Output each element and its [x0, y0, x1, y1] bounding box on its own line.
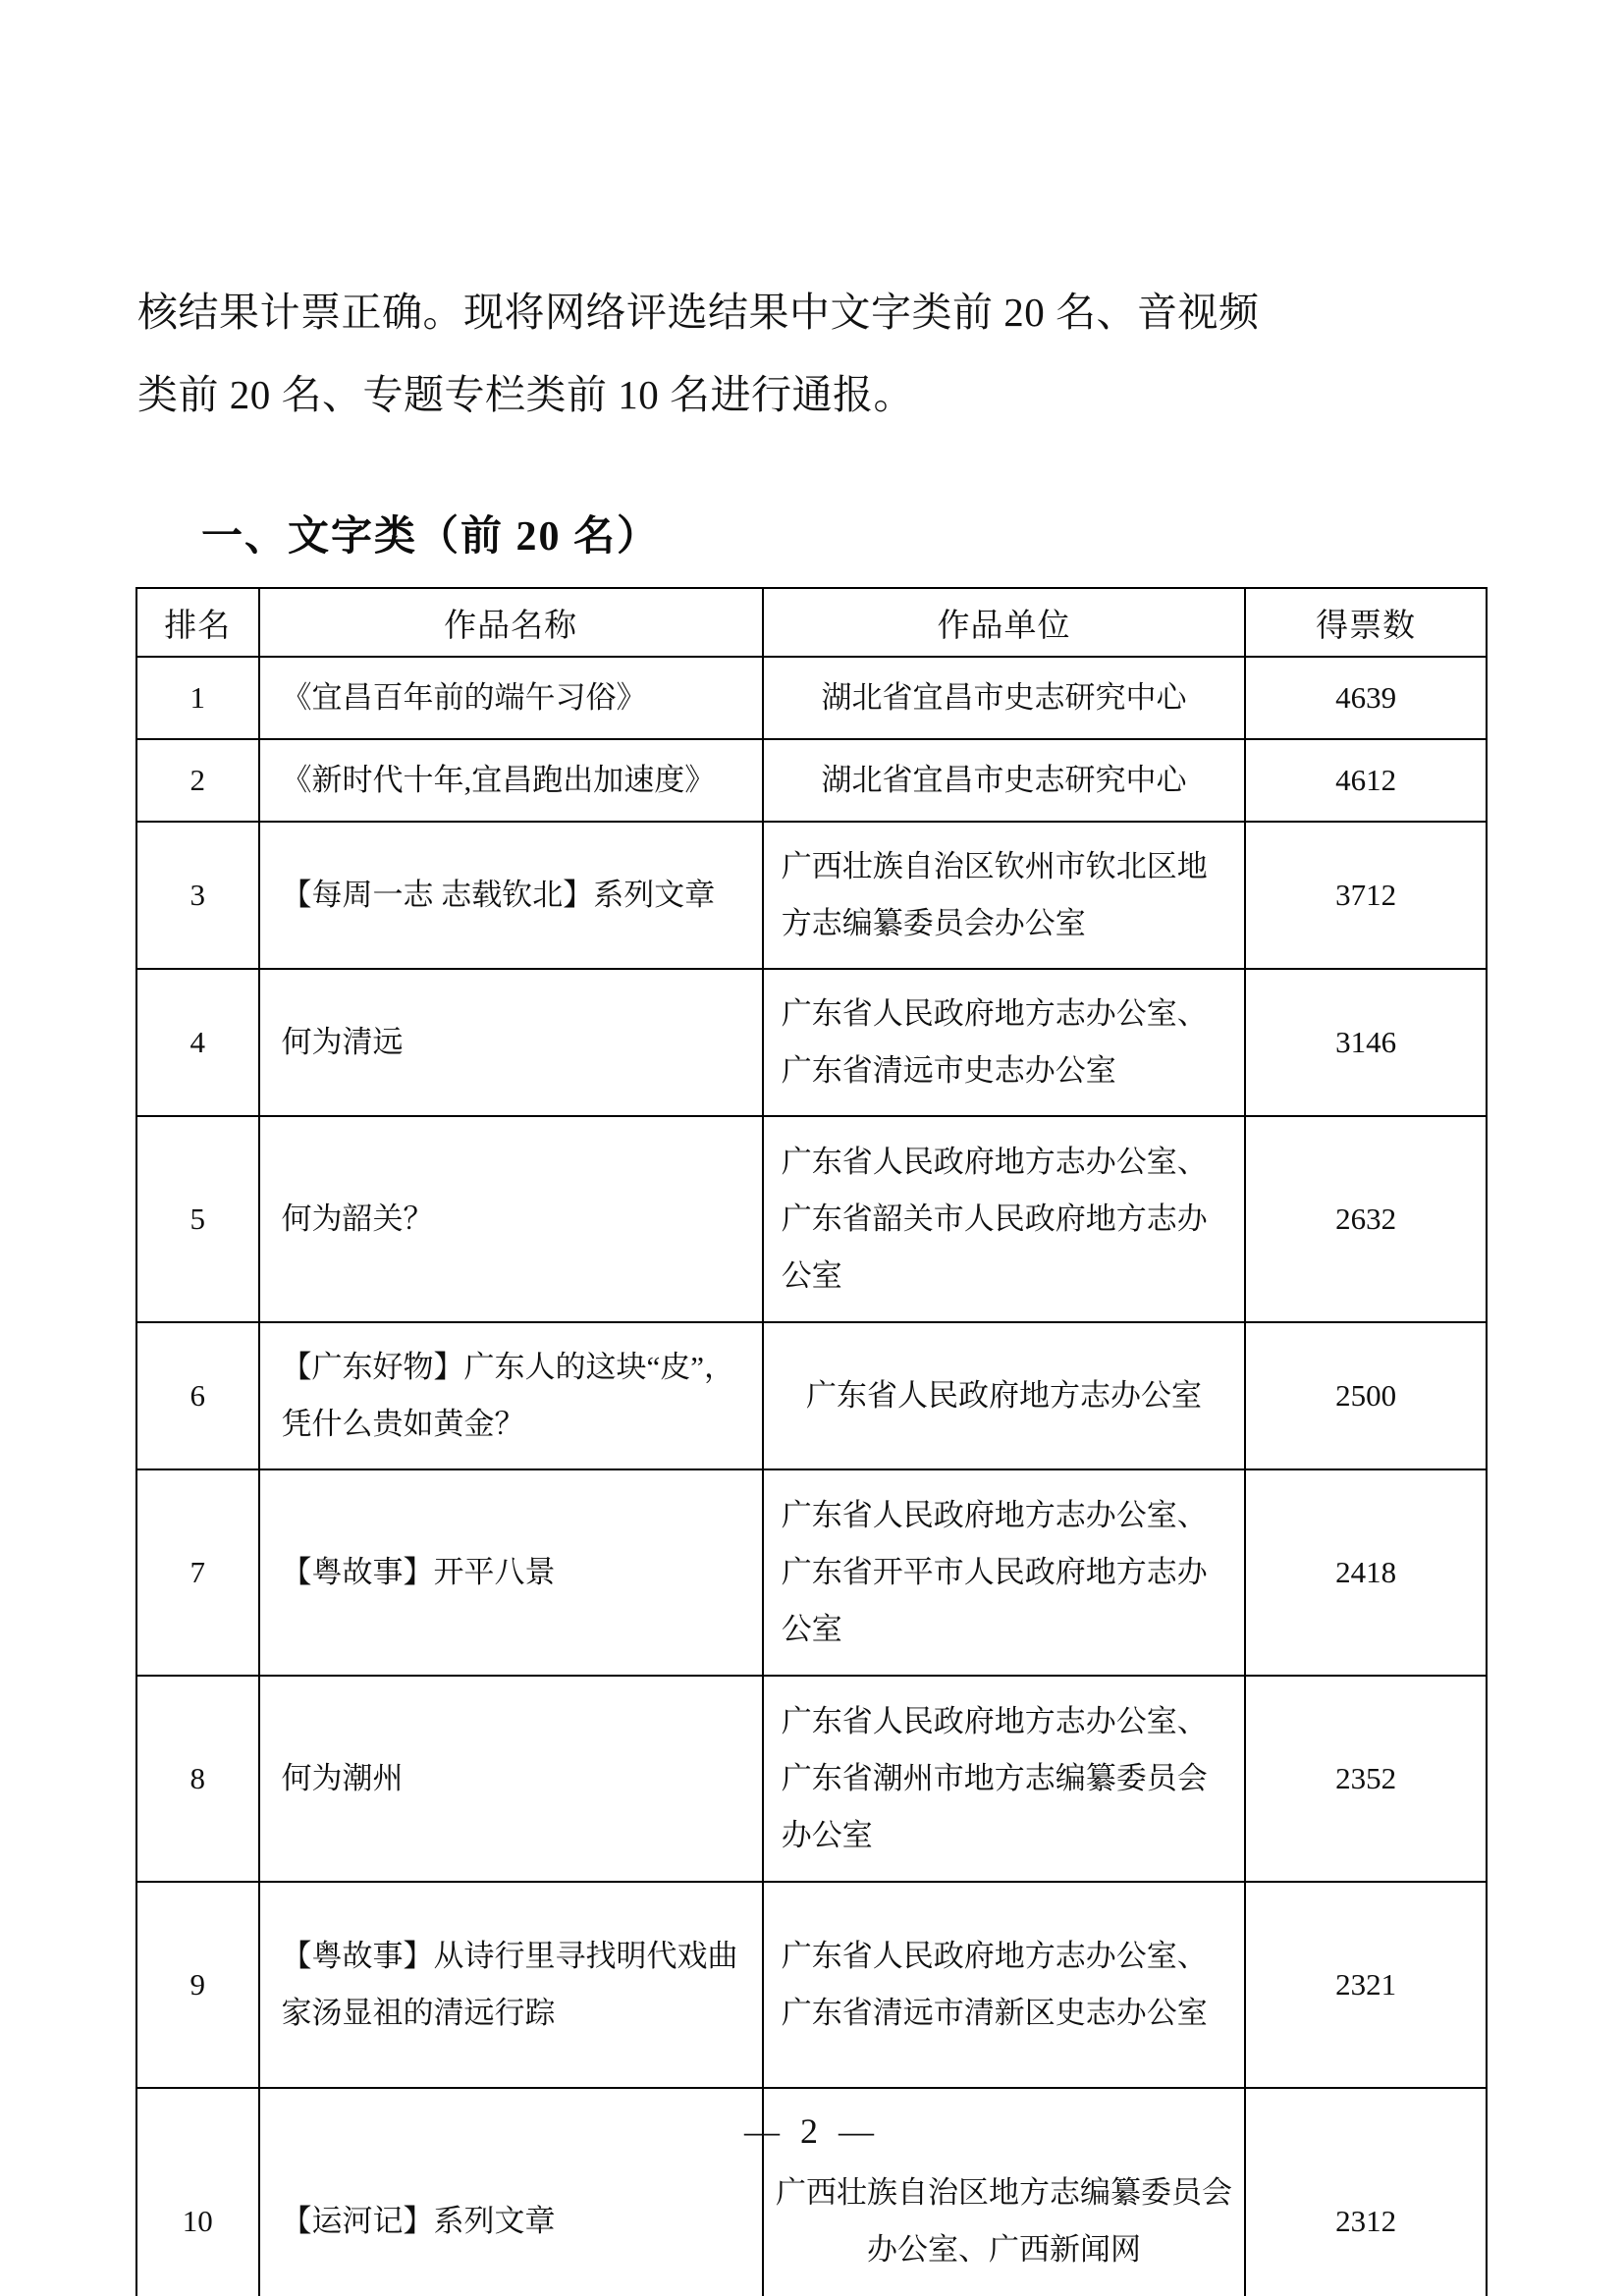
cell-title: 何为清远: [259, 969, 763, 1116]
cell-title: 【粤故事】从诗行里寻找明代戏曲家汤显祖的清远行踪: [259, 1882, 763, 2088]
cell-unit: 广东省人民政府地方志办公室、广东省韶关市人民政府地方志办公室: [763, 1116, 1245, 1322]
cell-votes: 4612: [1245, 739, 1487, 822]
cell-votes: 2352: [1245, 1676, 1487, 1882]
intro-paragraph: [137, 271, 1492, 436]
table-row: [136, 1676, 1487, 1882]
cell-title: 《新时代十年,宜昌跑出加速度》: [259, 739, 763, 822]
cell-title: 《宜昌百年前的端午习俗》: [259, 657, 763, 739]
cell-votes: 3146: [1245, 969, 1487, 1116]
cell-title: 【广东好物】广东人的这块“皮”，凭什么贵如黄金？: [259, 1322, 763, 1469]
table-row: [136, 739, 1487, 822]
table-row: [136, 822, 1487, 969]
cell-unit: 广西壮族自治区钦州市钦北区地方志编纂委员会办公室: [763, 822, 1245, 969]
cell-rank: 9: [136, 1882, 259, 2088]
column-header-title: 作品名称: [259, 588, 763, 657]
table-row: [136, 1882, 1487, 2088]
cell-rank: 7: [136, 1469, 259, 1676]
column-header-rank: 排名: [136, 588, 259, 657]
table-row: [136, 657, 1487, 739]
cell-rank: 10: [136, 2088, 259, 2296]
intro-paragraph-line-2: 类前 20 名、专题专栏类前 10 名进行通报。: [137, 372, 914, 417]
cell-title: 何为韶关？: [259, 1116, 763, 1322]
table-row: [136, 1469, 1487, 1676]
table-row: [136, 1322, 1487, 1469]
cell-unit: 广东省人民政府地方志办公室、广东省开平市人民政府地方志办公室: [763, 1469, 1245, 1676]
cell-title: 【粤故事】开平八景: [259, 1469, 763, 1676]
intro-paragraph-line-1: 核结果计票正确。现将网络评选结果中文字类前 20 名、音视频: [137, 290, 1260, 335]
cell-unit: 广东省人民政府地方志办公室: [763, 1322, 1245, 1469]
ranking-table: [135, 587, 1488, 2296]
cell-votes: 2321: [1245, 1882, 1487, 2088]
cell-title: 【运河记】系列文章: [259, 2088, 763, 2296]
cell-unit: 广东省人民政府地方志办公室、广东省清远市清新区史志办公室: [763, 1882, 1245, 2088]
table-row: [136, 969, 1487, 1116]
cell-votes: 2418: [1245, 1469, 1487, 1676]
page-number: — 2 —: [744, 2111, 880, 2151]
cell-unit: 湖北省宜昌市史志研究中心: [763, 657, 1245, 739]
cell-rank: 1: [136, 657, 259, 739]
cell-unit: 湖北省宜昌市史志研究中心: [763, 739, 1245, 822]
cell-votes: 4639: [1245, 657, 1487, 739]
cell-rank: 2: [136, 739, 259, 822]
cell-votes: 2500: [1245, 1322, 1487, 1469]
cell-title: 何为潮州: [259, 1676, 763, 1882]
cell-votes: 2312: [1245, 2088, 1487, 2296]
cell-rank: 3: [136, 822, 259, 969]
cell-title: 【每周一志 志载钦北】系列文章: [259, 822, 763, 969]
cell-rank: 5: [136, 1116, 259, 1322]
column-header-votes: 得票数: [1245, 588, 1487, 657]
cell-votes: 3712: [1245, 822, 1487, 969]
cell-unit: 广东省人民政府地方志办公室、广东省清远市史志办公室: [763, 969, 1245, 1116]
table-header-row: [136, 588, 1487, 657]
cell-votes: 2632: [1245, 1116, 1487, 1322]
cell-rank: 6: [136, 1322, 259, 1469]
cell-rank: 4: [136, 969, 259, 1116]
cell-unit: 广东省人民政府地方志办公室、广东省潮州市地方志编纂委员会办公室: [763, 1676, 1245, 1882]
section-heading: 一、文字类（前 20 名）: [201, 514, 661, 560]
column-header-unit: 作品单位: [763, 588, 1245, 657]
cell-rank: 8: [136, 1676, 259, 1882]
table-row: [136, 1116, 1487, 1322]
cell-unit: 广西壮族自治区地方志编纂委员会办公室、广西新闻网: [763, 2088, 1245, 2296]
